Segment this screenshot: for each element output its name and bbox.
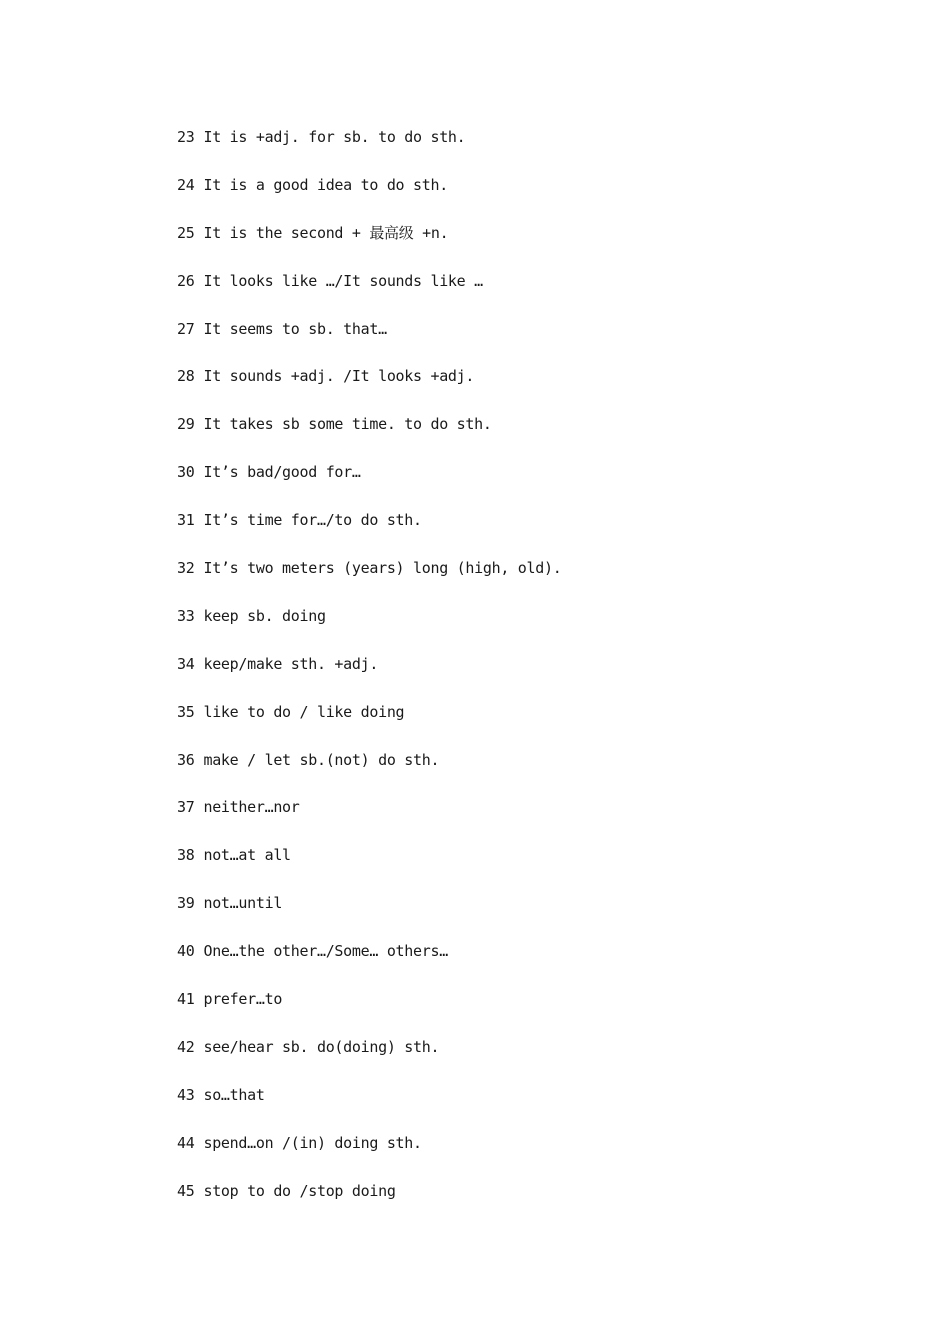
list-item: [177, 749, 561, 797]
item-number: 42: [177, 1037, 195, 1056]
item-number: 30: [177, 463, 195, 482]
list-item: [177, 940, 561, 988]
item-number: 39: [177, 894, 195, 913]
list-item: [177, 318, 561, 366]
item-text: It’s bad/good for…: [203, 463, 361, 482]
item-text: neither…nor: [203, 798, 300, 817]
item-text: stop to do /stop doing: [203, 1181, 396, 1200]
list-item: [177, 413, 561, 461]
item-number: 33: [177, 606, 195, 625]
item-text: It’s two meters (years) long (high, old).: [203, 559, 562, 578]
list-item: [177, 653, 561, 701]
list-item: [177, 892, 561, 940]
item-number: 43: [177, 1085, 195, 1104]
list-item: [177, 701, 561, 749]
list-item: [177, 126, 561, 174]
item-number: 31: [177, 511, 195, 530]
item-text: It’s time for…/to do sth.: [203, 511, 422, 530]
list-item: [177, 365, 561, 413]
item-number: 32: [177, 559, 195, 578]
list-item: [177, 461, 561, 509]
item-text: not…until: [203, 894, 283, 913]
list-item: [177, 605, 561, 653]
item-number: 36: [177, 750, 195, 769]
item-text: It is the second + 最高级 +n.: [203, 223, 449, 242]
item-text: not…at all: [203, 846, 291, 865]
item-number: 35: [177, 702, 195, 721]
item-text: One…the other…/Some… others…: [203, 942, 448, 961]
item-number: 23: [177, 128, 195, 146]
item-text: It sounds +adj. /It looks +adj.: [203, 367, 475, 386]
item-text: like to do / like doing: [203, 702, 405, 721]
item-number: 45: [177, 1181, 195, 1200]
item-text: It looks like …/It sounds like …: [203, 271, 483, 290]
item-number: 44: [177, 1133, 195, 1152]
item-number: 27: [177, 319, 195, 338]
item-text: It is a good idea to do sth.: [203, 175, 448, 194]
item-text: keep sb. doing: [203, 606, 326, 625]
list-item: [177, 222, 561, 270]
item-text: keep/make sth. +adj.: [203, 654, 379, 673]
item-number: 24: [177, 175, 195, 194]
list-item: [177, 796, 561, 844]
item-text: It is +adj. for sb. to do sth.: [203, 128, 466, 146]
item-text: It takes sb some time. to do sth.: [203, 415, 492, 434]
list-item: [177, 1084, 561, 1132]
item-text: prefer…to: [203, 990, 283, 1009]
item-number: 40: [177, 942, 195, 961]
list-item: [177, 1036, 561, 1084]
item-number: 28: [177, 367, 195, 386]
item-text: see/hear sb. do(doing) sth.: [203, 1037, 440, 1056]
item-number: 25: [177, 223, 195, 242]
list-item: [177, 1180, 561, 1228]
phrase-list: [177, 126, 561, 1227]
item-number: 34: [177, 654, 195, 673]
item-number: 29: [177, 415, 195, 434]
item-number: 26: [177, 271, 195, 290]
item-text: It seems to sb. that…: [203, 319, 387, 338]
list-item: [177, 844, 561, 892]
item-number: 41: [177, 990, 195, 1009]
item-text: so…that: [203, 1085, 265, 1104]
list-item: [177, 270, 561, 318]
item-number: 38: [177, 846, 195, 865]
list-item: [177, 1132, 561, 1180]
item-number: 37: [177, 798, 195, 817]
list-item: [177, 509, 561, 557]
list-item: [177, 557, 561, 605]
item-text: make / let sb.(not) do sth.: [203, 750, 440, 769]
list-item: [177, 988, 561, 1036]
list-item: [177, 174, 561, 222]
item-text: spend…on /(in) doing sth.: [203, 1133, 422, 1152]
